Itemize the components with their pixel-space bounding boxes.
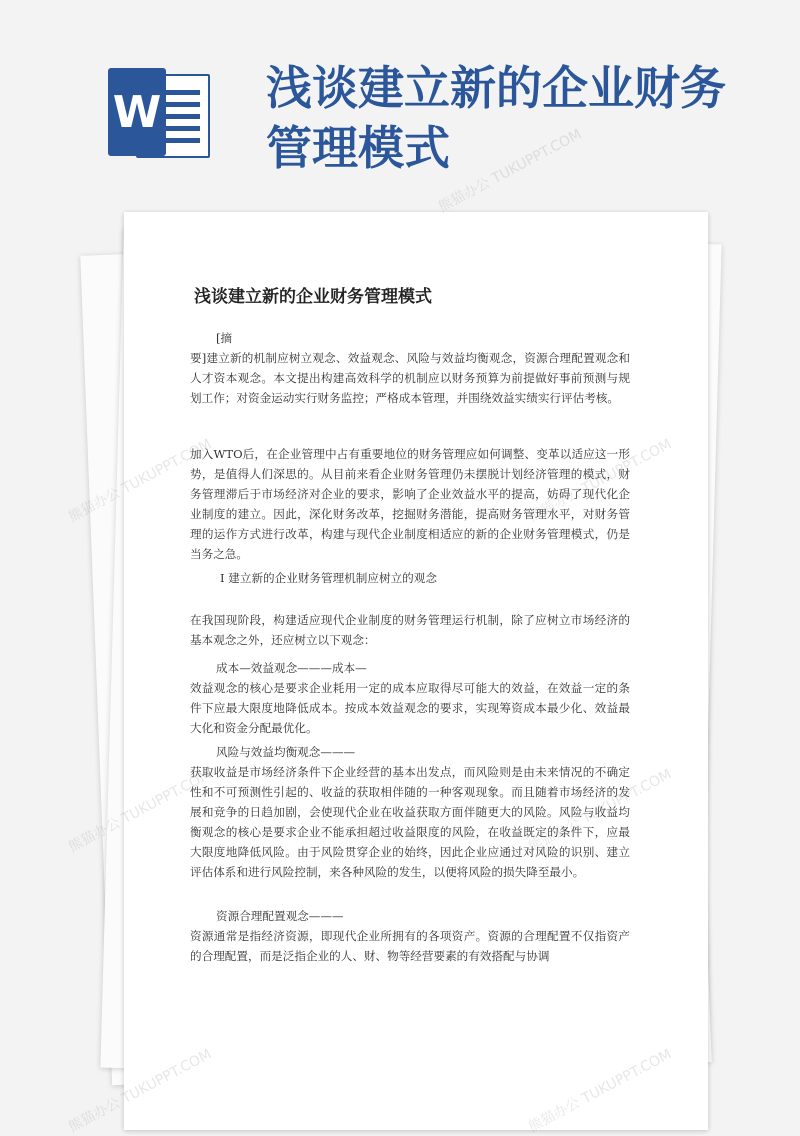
- document-title: 浅谈建立新的企业财务管理模式: [194, 287, 432, 307]
- item-text-cost-benefit: 效益观念的核心是要求企业耗用一定的成本应取得尽可能大的效益，在效益一定的条件下应最大限度地降低成本。按成本效益观念的要求，实现筹资成本最少化、效益最大化和资金分配最优化。: [190, 681, 630, 735]
- item-text-resource-allocation: 资源通常是指经济资源，即现代企业所拥有的各项资产。资源的合理配置不仅指资产的合理配置，而是泛指企业的人、财、物等经营要素的有效搭配与协调: [190, 929, 630, 963]
- word-letter: W: [112, 86, 162, 138]
- item-label-resource-allocation: 资源合理配置观念———: [216, 909, 344, 923]
- watermark: 熊猫办公 TUKUPPT.COM: [436, 126, 585, 216]
- watermark: 熊猫办公: [66, 1094, 123, 1136]
- abstract-label: [摘: [216, 331, 233, 345]
- intro-paragraph: 加入WTO后，在企业管理中占有重要地位的财务管理应如何调整、变革以适应这一形势，是值得人们深思的。从目前来看企业财务管理仍未摆脱计划经济管理的模式，财务管理滞后于市场经济对企业的要求，影响了企业效益水平的提高，妨碍了现代化企业制度的建立。因此，深化财务改革，挖掘财务潜能，提高财务管理水平，对财务管理的运作方式进行改革，构建与现代企业制度相适应的新的企业财务管理模式，仍是当务之急。: [190, 447, 630, 561]
- section-heading: I 建立新的企业财务管理机制应树立的观念: [220, 571, 437, 585]
- item-text-risk-benefit: 获取收益是市场经济条件下企业经营的基本出发点，而风险则是由未来情况的不确定性和不可预测性引起的、收益的获取相伴随的一种客观现象。而且随着市场经济的发展和竞争的日趋加剧，会使现代企业在收益获取方面伴随更大的风险。风险与收益均衡观念的核心是要求企业不能承担超过收益限度的风险，在收益既定的条件下，应最大限度地降低风险。由于风险贯穿企业的始终，因此企业应通过对风险的识别、建立评估体系和进行风险控制，来各种风险的发生，以便将风险的损失降至最小。: [190, 765, 630, 879]
- item-label-cost-benefit: 成本—效益观念———成本—: [216, 661, 367, 675]
- item-label-risk-benefit: 风险与效益均衡观念———: [216, 745, 356, 759]
- abstract-paragraph: 要]建立新的机制应树立观念、效益观念、风险与效益均衡观念，资源合理配置观念和人才资本观念。本文提出构建高效科学的机制应以财务预算为前提做好事前预测与规划工作；对资金运动实行财务监控；严格成本管理，并围绕效益实绩实行评估考核。: [190, 351, 630, 405]
- section-intro-paragraph: 在我国现阶段，构建适应现代企业制度的财务管理运行机制，除了应树立市场经济的基本观念之外，还应树立以下观念：: [190, 613, 630, 647]
- document-page: [124, 212, 708, 1130]
- header: [0, 0, 800, 210]
- word-badge: [108, 68, 166, 156]
- watermark: 熊猫办公: [66, 814, 123, 856]
- word-document-icon: [108, 68, 212, 158]
- page-title: 浅谈建立新的企业财务管理模式: [266, 61, 726, 175]
